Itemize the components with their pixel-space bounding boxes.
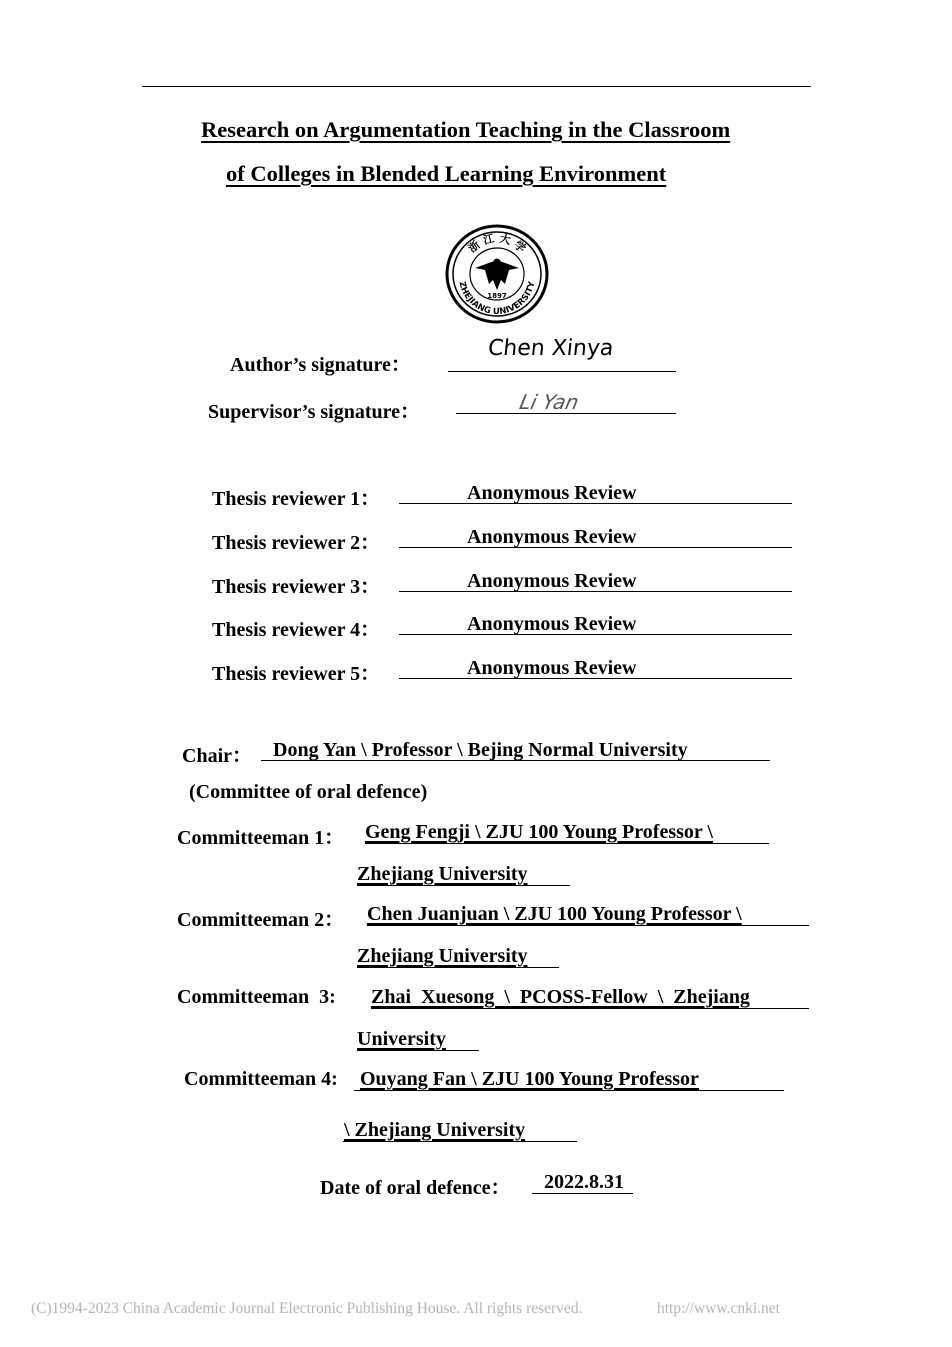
author-signature-line — [448, 371, 676, 372]
committeeman-line — [357, 885, 570, 886]
committeeman-line — [365, 843, 769, 844]
footer-copyright: (C)1994-2023 China Academic Journal Electronic Publishing House. All rights reserved. — [31, 1300, 583, 1317]
reviewer-label: Thesis reviewer 3： — [212, 576, 381, 598]
committeeman-line — [343, 1141, 577, 1142]
reviewer-label: Thesis reviewer 4： — [212, 619, 381, 641]
committeeman-line — [357, 967, 559, 968]
committeeman-value-line-2: Zhejiang University — [357, 945, 528, 967]
committeeman-value-line-1: Ouyang Fan \ ZJU 100 Young Professor — [360, 1068, 699, 1090]
committeeman-label: Committeeman 2： — [177, 909, 345, 931]
reviewer-value: Anonymous Review — [467, 482, 637, 504]
committeeman-line — [357, 1050, 479, 1051]
header-rule — [142, 86, 811, 87]
committeeman-value-line-2: \ Zhejiang University — [344, 1119, 526, 1141]
committeeman-value-line-1: Geng Fengji \ ZJU 100 Young Professor \ — [365, 821, 713, 843]
reviewer-label: Thesis reviewer 2： — [212, 532, 381, 554]
committeeman-line — [354, 1090, 784, 1091]
seal-bottom-text: ZHEJIANG UNIVERSITY — [456, 280, 538, 318]
reviewer-value: Anonymous Review — [467, 613, 637, 635]
reviewer-value: Anonymous Review — [467, 570, 637, 592]
chair-line — [261, 760, 770, 761]
committeeman-value-line-1: Zhai Xuesong \ PCOSS-Fellow \ Zhejiang — [371, 986, 750, 1008]
reviewer-line — [399, 678, 792, 679]
reviewer-line — [399, 547, 792, 548]
author-signature-label: Author’s signature： — [230, 354, 411, 376]
defence-date-label: Date of oral defence： — [320, 1177, 511, 1199]
reviewer-label: Thesis reviewer 1： — [212, 488, 381, 510]
seal-year: 1897 — [487, 292, 507, 300]
footer-url[interactable]: http://www.cnki.net — [657, 1300, 780, 1317]
supervisor-signature: Li Yan — [517, 390, 581, 414]
reviewer-value: Anonymous Review — [467, 657, 637, 679]
committeeman-line — [371, 1008, 809, 1009]
supervisor-signature-label: Supervisor’s signature： — [208, 401, 421, 423]
committeeman-value-line-2: University — [357, 1028, 446, 1050]
supervisor-signature-line — [456, 413, 676, 414]
committeeman-value-line-2: Zhejiang University — [357, 863, 528, 885]
committeeman-line — [367, 925, 809, 926]
chair-label: Chair： — [182, 745, 252, 767]
committeeman-label: Committeeman 4: — [184, 1068, 338, 1090]
reviewer-line — [399, 634, 792, 635]
committeeman-value-line-1: Chen Juanjuan \ ZJU 100 Young Professor \ — [367, 903, 742, 925]
committeeman-label: Committeeman 3: — [177, 986, 336, 1008]
author-signature: Chen Xinya — [486, 336, 615, 361]
seal-top-text: 浙 江 大 学 — [465, 231, 529, 256]
reviewer-line — [399, 591, 792, 592]
svg-text:浙 江 大 学 — [465, 231, 529, 256]
thesis-title-line-2: of Colleges in Blended Learning Environment — [226, 161, 667, 186]
reviewer-label: Thesis reviewer 5： — [212, 663, 381, 685]
chair-value: Dong Yan \ Professor \ Bejing Normal University — [273, 739, 688, 761]
zhejiang-university-seal-icon — [445, 224, 549, 324]
committee-note: (Committee of oral defence) — [189, 781, 428, 803]
reviewer-line — [399, 503, 792, 504]
defence-date-value: 2022.8.31 — [544, 1171, 624, 1193]
thesis-title-line-1: Research on Argumentation Teaching in the Classroom — [201, 117, 731, 142]
reviewer-value: Anonymous Review — [467, 526, 637, 548]
committeeman-label: Committeeman 1： — [177, 827, 345, 849]
defence-date-line — [532, 1193, 633, 1194]
